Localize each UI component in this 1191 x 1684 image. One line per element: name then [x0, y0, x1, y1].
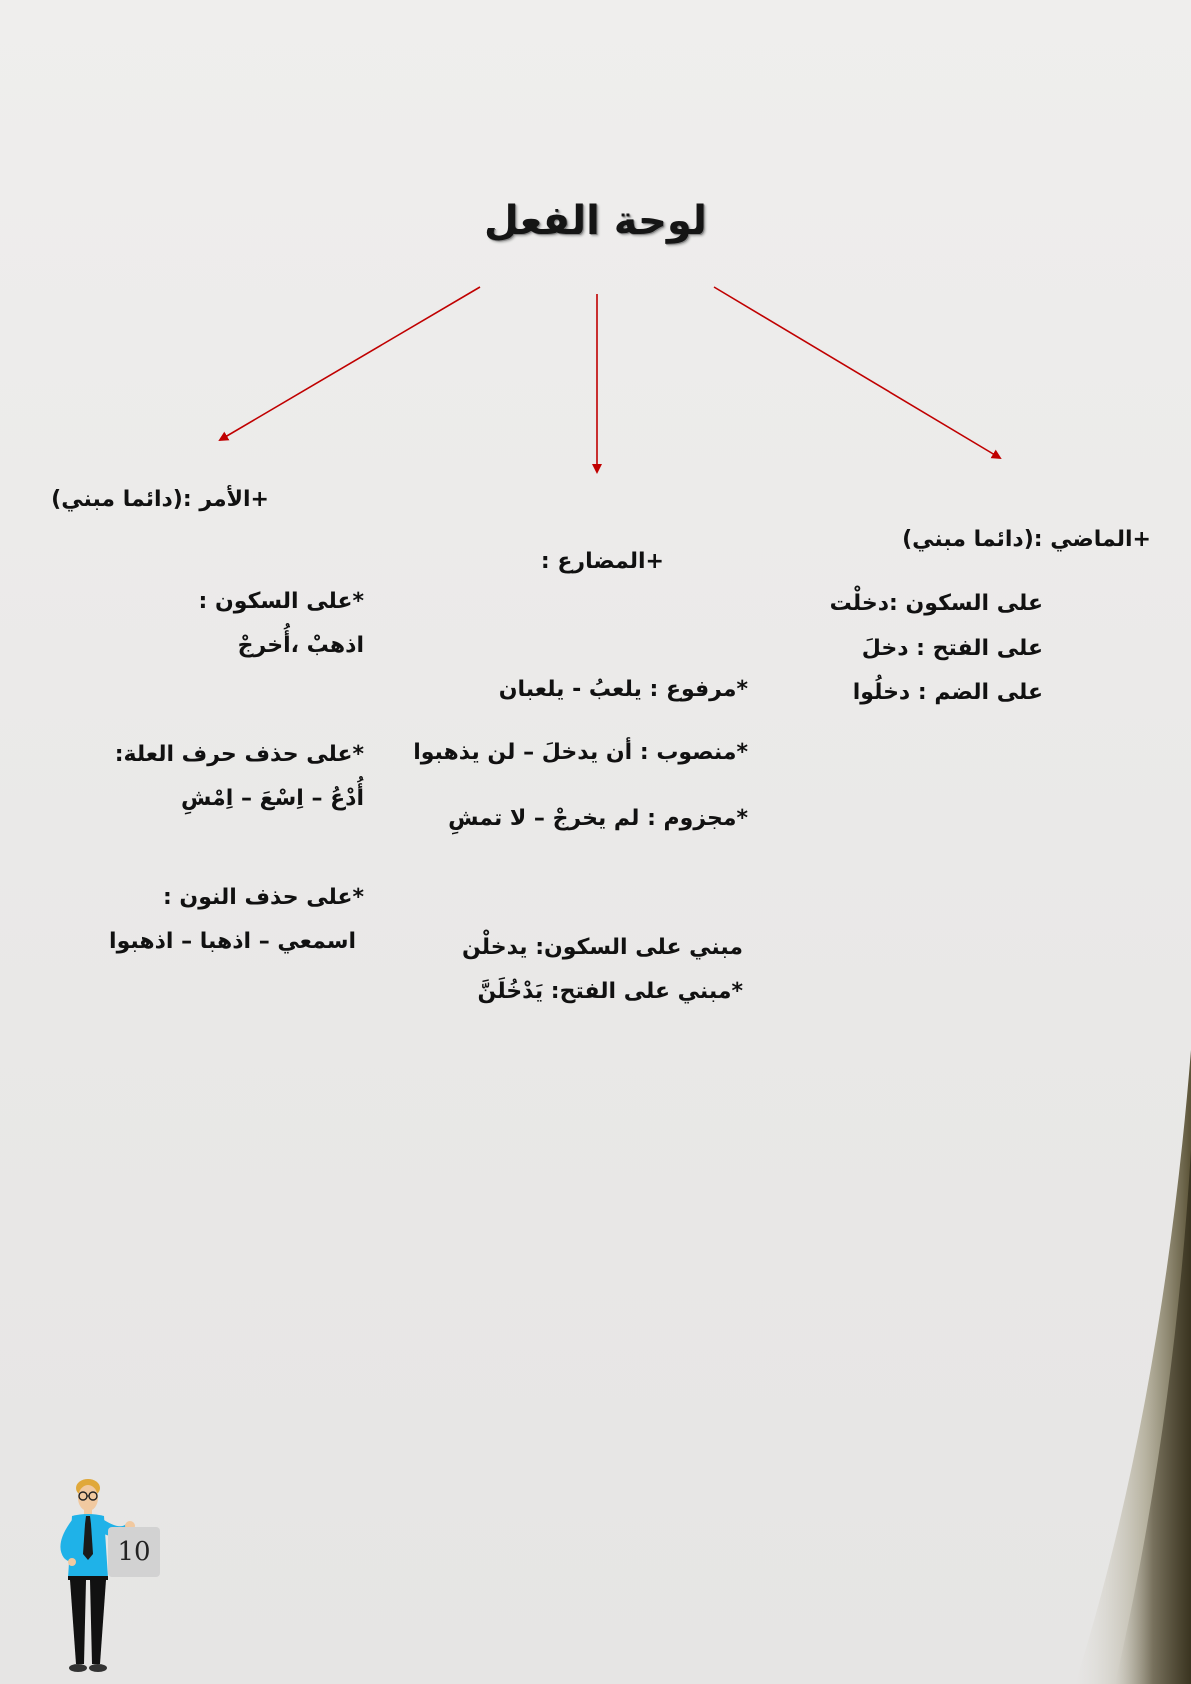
past-heading: +الماضي :(دائما مبني): [902, 527, 1151, 552]
imperative-sukun-label: *على السكون :: [198, 589, 364, 614]
past-item-damm: على الضم : دخلُوا: [852, 680, 1043, 705]
present-item-marfu: *مرفوع : يلعبُ - يلعبان: [498, 677, 748, 702]
present-heading: +المضارع :: [540, 549, 664, 574]
page-title: لوحة الفعل: [484, 198, 707, 244]
present-item-mansub: *منصوب : أن يدخلَ – لن يذهبوا: [413, 740, 748, 765]
imperative-illa-example: أُدْعُ – اِسْعَ – اِمْشِ: [181, 786, 364, 811]
present-built-fath: *مبني على الفتح: يَدْخُلَنَّ: [477, 979, 743, 1004]
page-number: 10: [108, 1527, 160, 1577]
imperative-heading: +الأمر :(دائما مبني): [51, 487, 269, 512]
present-item-majzum: *مجزوم : لم يخرجْ – لا تمشِ: [448, 806, 748, 831]
arrow-to-imperative: [220, 287, 480, 440]
past-item-fath: على الفتح : دخلَ: [861, 636, 1043, 661]
imperative-nun-example: اسمعي – اذهبا – اذهبوا: [109, 929, 356, 954]
imperative-nun-label: *على حذف النون :: [162, 885, 364, 910]
imperative-illa-label: *على حذف حرف العلة:: [114, 742, 364, 767]
past-item-sukun: على السكون :دخلْت: [829, 591, 1043, 616]
arrow-to-past: [714, 287, 1000, 458]
imperative-sukun-example: اذهبْ ،أُخرجْ: [237, 633, 364, 658]
present-built-sukun: مبني على السكون: يدخلْن: [461, 935, 743, 960]
